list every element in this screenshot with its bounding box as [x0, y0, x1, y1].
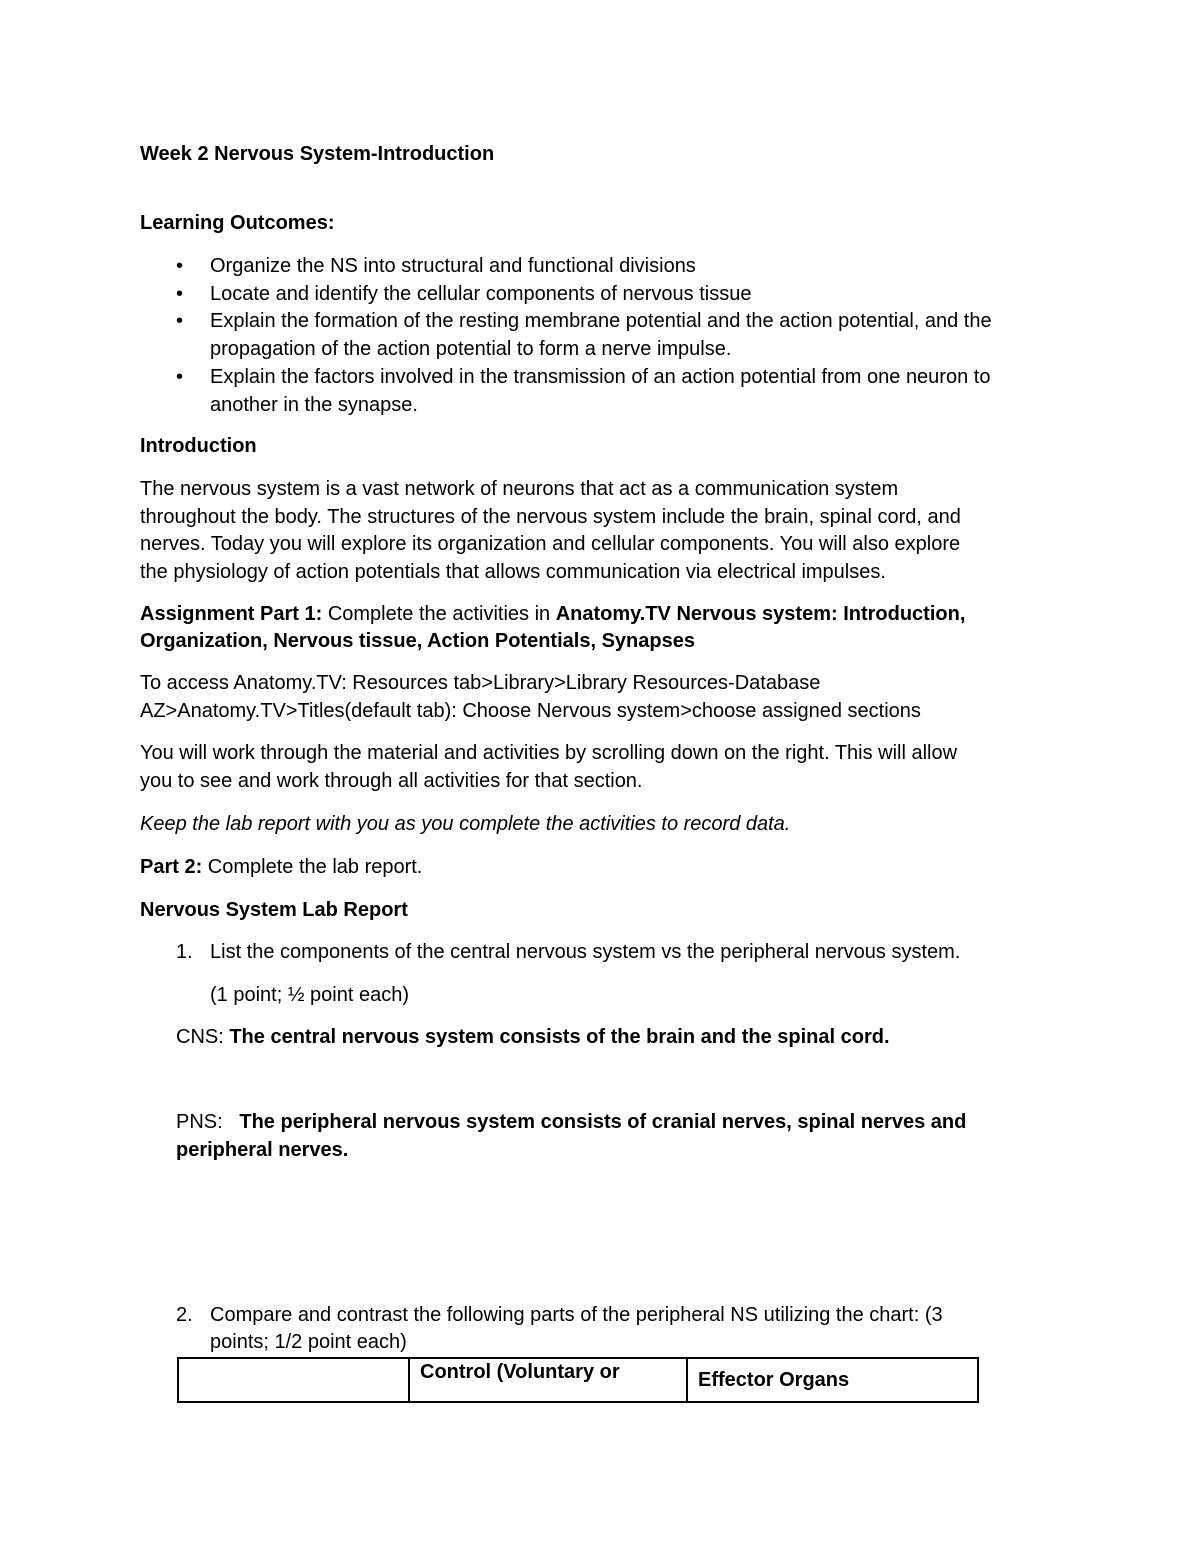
table-header-cell[interactable]: Effector Organs [687, 1358, 978, 1402]
assignment-label: Assignment Part 1: [140, 603, 323, 625]
question-1-points: (1 point; ½ point each) [210, 984, 410, 1006]
list-item-text: Explain the formation of the resting membrane potential and the action potential, and the [210, 310, 992, 332]
list-item-text: propagation of the action potential to form a nerve impulse. [210, 338, 732, 360]
part2-line [140, 853, 422, 881]
list-item-text: Organize the NS into structural and functional divisions [210, 255, 696, 277]
list-item-text: Explain the factors involved in the transmission of an action potential from one neuron to [210, 366, 991, 388]
list-item-text: Locate and identify the cellular components of nervous tissue [210, 283, 752, 305]
paragraph-line: nerves. Today you will explore its organization and cellular components. You will also explore [140, 533, 961, 555]
work-through-text-cont: you to see and work through all activities for that section. [140, 770, 643, 792]
paragraph-line: throughout the body. The structures of the nervous system include the brain, spinal cord, and [140, 506, 961, 528]
list-item-text: another in the synapse. [210, 394, 418, 416]
table-row [178, 1358, 978, 1402]
paragraph-line: the physiology of action potentials that allows communication via electrical impulses. [140, 561, 886, 583]
work-through-text: You will work through the material and activities by scrolling down on the right. This will allow [140, 742, 958, 764]
pns-answer-cont: peripheral nerves. [176, 1139, 349, 1161]
pns-answer-line [176, 1108, 966, 1136]
lab-report-heading: Nervous System Lab Report [140, 899, 408, 921]
pns-label: PNS: [176, 1111, 240, 1133]
access-instructions-cont: AZ>Anatomy.TV>Titles(default tab): Choose Nervous system>choose assigned sections [140, 700, 921, 722]
assignment-line [140, 600, 965, 628]
question-number: 2. [176, 1304, 193, 1326]
part2-text: Complete the lab report. [202, 856, 423, 878]
bullet-icon: • [176, 310, 184, 332]
part2-label: Part 2: [140, 856, 203, 878]
table-header-cell[interactable] [178, 1358, 409, 1402]
introduction-heading: Introduction [140, 435, 257, 457]
question-1-text: List the components of the central nervous system vs the peripheral nervous system. [210, 941, 961, 963]
cns-answer: The central nervous system consists of the brain and the spinal cord. [229, 1026, 890, 1048]
table-header-cell[interactable]: Control (Voluntary or [409, 1358, 687, 1402]
cns-answer-line [176, 1023, 890, 1051]
keep-report-note: Keep the lab report with you as you complete the activities to record data. [140, 813, 791, 835]
assignment-text: Complete the activities in [322, 603, 556, 625]
learning-outcomes-heading: Learning Outcomes: [140, 212, 335, 234]
cns-label: CNS: [176, 1026, 230, 1048]
access-instructions: To access Anatomy.TV: Resources tab>Library>Library Resources-Database [140, 672, 821, 694]
assignment-sections: Anatomy.TV Nervous system: Introduction, [555, 603, 966, 625]
paragraph-line: The nervous system is a vast network of neurons that act as a communication system [140, 478, 899, 500]
question-2-text: Compare and contrast the following parts of the peripheral NS utilizing the chart: (3 [210, 1304, 943, 1326]
question-2-text-cont: points; 1/2 point each) [210, 1331, 407, 1353]
pns-answer: The peripheral nervous system consists of cranial nerves, spinal nerves and [239, 1111, 967, 1133]
bullet-icon: • [176, 283, 184, 305]
assignment-sections-cont: Organization, Nervous tissue, Action Potentials, Synapses [140, 630, 695, 652]
page-title: Week 2 Nervous System-Introduction [140, 143, 495, 165]
comparison-chart [177, 1357, 979, 1403]
bullet-icon: • [176, 366, 184, 388]
bullet-icon: • [176, 255, 184, 277]
question-number: 1. [176, 941, 193, 963]
